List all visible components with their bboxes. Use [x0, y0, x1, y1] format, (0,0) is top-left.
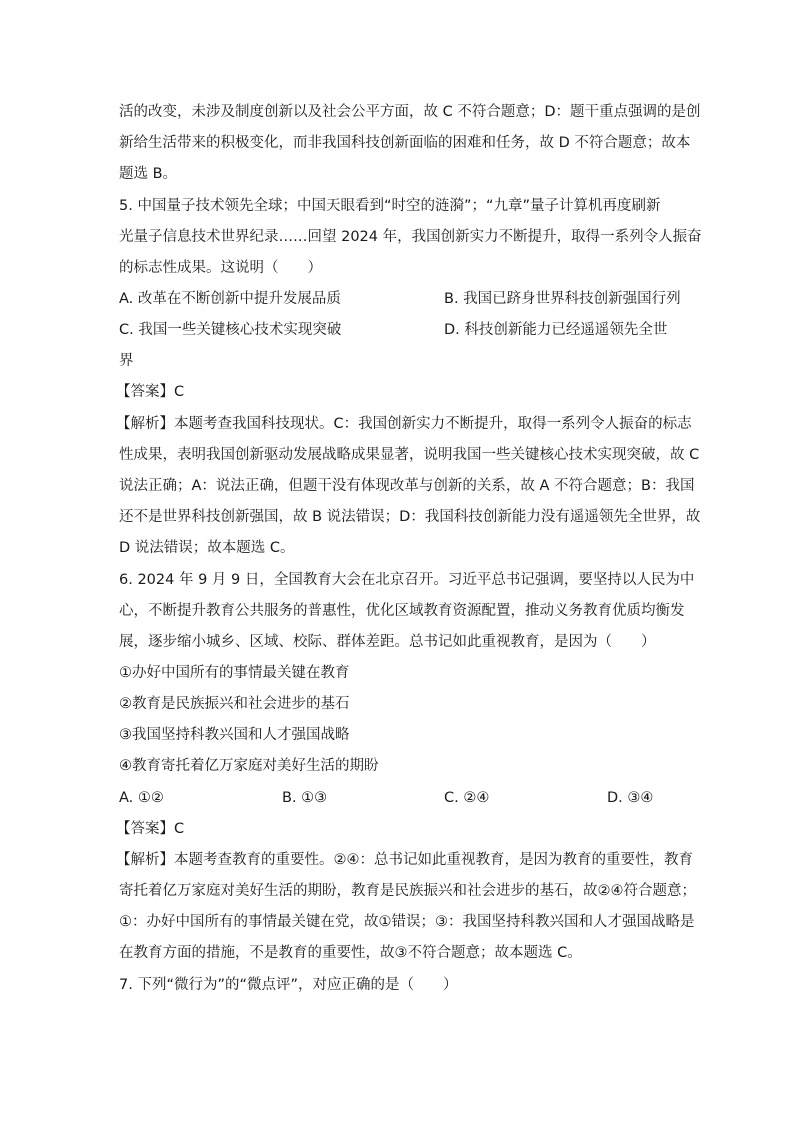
q4-tail-line-1: 活的改变，未涉及制度创新以及社会公平方面，故 C 不符合题意；D：题干重点强调的是创	[119, 104, 701, 120]
q6-statement-2: ②教育是民族振兴和社会进步的基石	[119, 696, 350, 712]
q6-statement-4: ④教育寄托着亿万家庭对美好生活的期盼	[119, 758, 379, 774]
q6-stem-line-3: 展，逐步缩小城乡、区域、校际、群体差距。总书记如此重视教育，是因为（ ）	[119, 634, 656, 650]
q6-option-d: D. ③④	[607, 790, 654, 806]
q6-option-c: C. ②④	[444, 790, 490, 806]
q5-analysis-line-1: 【解析】本题考查我国科技现状。C：我国创新实力不断提升，取得一系列令人振奋的标志	[116, 416, 692, 432]
q6-option-b: B. ①③	[282, 790, 328, 806]
q6-statement-1: ①办好中国所有的事情最关键在教育	[119, 665, 350, 681]
q5-stem-line-1: 5. 中国量子技术领先全球；中国天眼看到“时空的涟漪”；“九章”量子计算机再度刷新	[119, 198, 661, 214]
q6-answer: 【答案】C	[116, 821, 185, 837]
q5-stem-line-2: 光量子信息技术世界纪录……回望 2024 年，我国创新实力不断提升，取得一系列令人振奋	[119, 229, 702, 245]
q7-stem-line-1: 7. 下列“微行为”的“微点评”，对应正确的是（ ）	[119, 977, 458, 993]
q5-analysis-line-2: 性成果，表明我国创新驱动发展战略成果显著，说明我国一些关键核心技术实现突破，故 C	[119, 447, 700, 463]
q5-option-a: A. 改革在不断创新中提升发展品质	[119, 291, 341, 307]
q6-option-a: A. ①②	[119, 790, 164, 806]
q6-statement-3: ③我国坚持科教兴国和人才强国战略	[119, 727, 350, 743]
q6-analysis-line-2: 寄托着亿万家庭对美好生活的期盼，教育是民族振兴和社会进步的基石，故②④符合题意；	[119, 883, 696, 899]
q5-stem-line-3: 的标志性成果。这说明（ ）	[119, 260, 322, 276]
q5-analysis-line-3: 说法正确；A：说法正确，但题干没有体现改革与创新的关系，故 A 不符合题意；B：我国	[119, 478, 695, 494]
q6-analysis-line-4: 在教育方面的措施，不是教育的重要性，故③不符合题意；故本题选 C。	[119, 945, 582, 961]
q6-stem-line-2: 心，不断提升教育公共服务的普惠性，优化区域教育资源配置，推动义务教育优质均衡发	[119, 603, 685, 619]
q5-option-d-wrap: 界	[119, 353, 134, 369]
q5-analysis-line-4: 还不是世界科技创新强国，故 B 说法错误；D：我国科技创新能力没有遥遥领先全世界，故	[119, 509, 701, 525]
q5-analysis-line-5: D 说法错误；故本题选 C。	[119, 540, 295, 556]
q5-option-d: D. 科技创新能力已经遥遥领先全世	[444, 322, 668, 338]
q5-answer: 【答案】C	[116, 384, 185, 400]
q6-analysis-line-3: ①：办好中国所有的事情最关键在党，故①错误；③：我国坚持科教兴国和人才强国战略是	[119, 914, 695, 930]
q4-tail-line-3: 题选 B。	[119, 166, 178, 182]
q4-tail-line-2: 新给生活带来的积极变化，而非我国科技创新面临的困难和任务，故 D 不符合题意；故本	[119, 135, 691, 151]
q6-stem-line-1: 6. 2024 年 9 月 9 日，全国教育大会在北京召开。习近平总书记强调，要坚持以人民为中	[119, 572, 695, 588]
q5-option-c: C. 我国一些关键核心技术实现突破	[119, 322, 342, 338]
q6-analysis-line-1: 【解析】本题考查教育的重要性。②④：总书记如此重视教育，是因为教育的重要性，教育	[116, 852, 693, 868]
q5-option-b: B. 我国已跻身世界科技创新强国行列	[444, 291, 681, 307]
